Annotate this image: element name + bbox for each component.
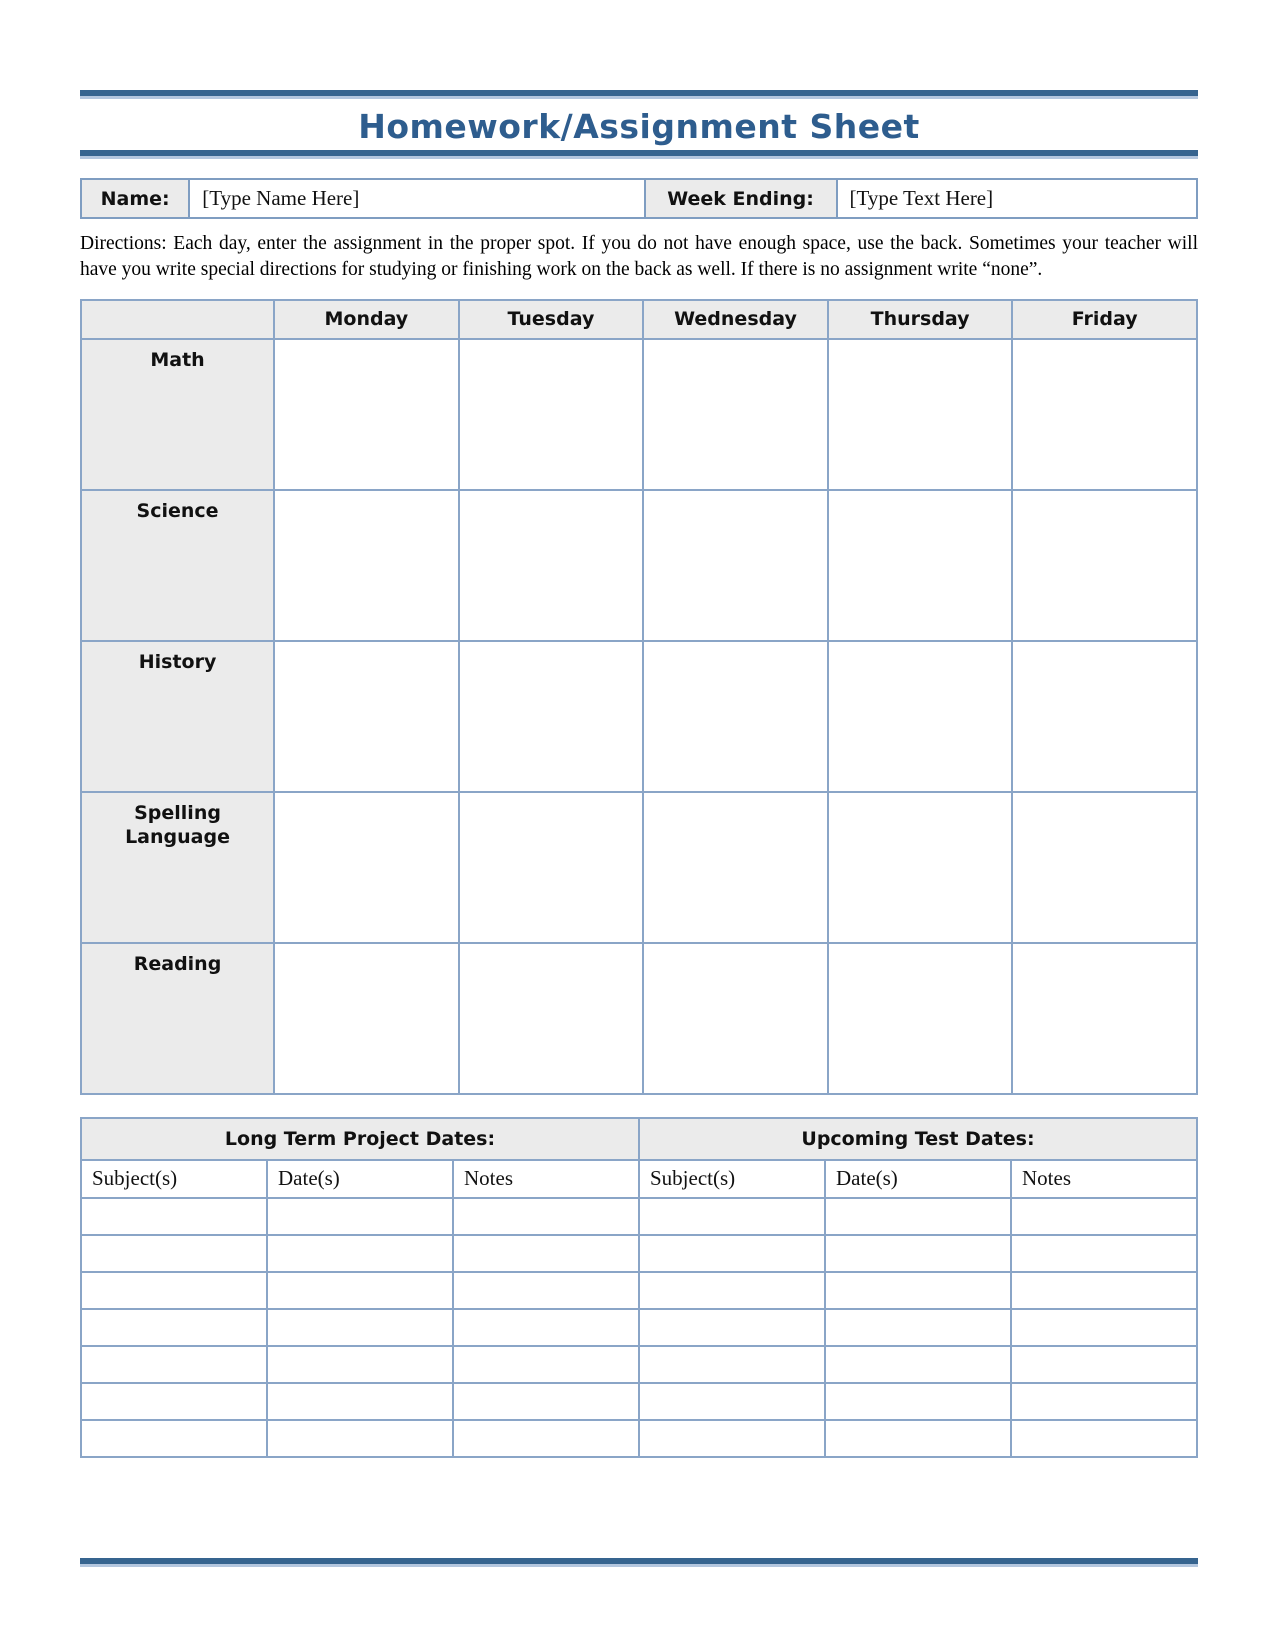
entry-cell[interactable]: [267, 1383, 453, 1420]
entry-cell[interactable]: [825, 1235, 1011, 1272]
entry-cell[interactable]: [825, 1420, 1011, 1457]
entry-row: [81, 1420, 1197, 1457]
entry-cell[interactable]: [81, 1309, 267, 1346]
entry-cell[interactable]: [825, 1198, 1011, 1235]
day-header-wednesday: Wednesday: [643, 300, 828, 339]
entry-cell[interactable]: [267, 1235, 453, 1272]
long-term-projects-header: Long Term Project Dates:: [81, 1118, 639, 1160]
assignment-cell-history-monday[interactable]: [274, 641, 459, 792]
page-title: Homework/Assignment Sheet: [358, 107, 920, 146]
entry-cell[interactable]: [825, 1272, 1011, 1309]
upcoming-tests-header: Upcoming Test Dates:: [639, 1118, 1197, 1160]
name-field[interactable]: [Type Name Here]: [189, 179, 644, 218]
assignment-cell-spelling-wednesday[interactable]: [643, 792, 828, 943]
entry-row: [81, 1272, 1197, 1309]
assignment-cell-reading-wednesday[interactable]: [643, 943, 828, 1094]
day-header-tuesday: Tuesday: [459, 300, 644, 339]
assignment-cell-reading-tuesday[interactable]: [459, 943, 644, 1094]
math-row: [81, 339, 1197, 490]
subject-label-reading: Reading: [81, 943, 274, 1094]
entry-cell[interactable]: [639, 1346, 825, 1383]
entry-cell[interactable]: [1011, 1383, 1197, 1420]
entry-cell[interactable]: [1011, 1309, 1197, 1346]
tests-subject-column-label: Subject(s): [639, 1160, 825, 1198]
science-row: [81, 490, 1197, 641]
entry-cell[interactable]: [1011, 1198, 1197, 1235]
subject-label-spelling-language: Spelling Language: [81, 792, 274, 943]
title-rule-top: [80, 90, 1198, 99]
history-row: [81, 641, 1197, 792]
day-header-friday: Friday: [1012, 300, 1197, 339]
day-header-row: [81, 300, 1197, 339]
entry-cell[interactable]: [825, 1346, 1011, 1383]
assignment-cell-spelling-thursday[interactable]: [828, 792, 1013, 943]
entry-cell[interactable]: [453, 1272, 639, 1309]
spelling-language-row: [81, 792, 1197, 943]
entry-cell[interactable]: [1011, 1346, 1197, 1383]
reading-row: [81, 943, 1197, 1094]
subject-label-science: Science: [81, 490, 274, 641]
day-header-monday: Monday: [274, 300, 459, 339]
entry-cell[interactable]: [81, 1235, 267, 1272]
entry-cell[interactable]: [453, 1198, 639, 1235]
entry-cell[interactable]: [453, 1346, 639, 1383]
entry-cell[interactable]: [825, 1383, 1011, 1420]
projects-notes-column-label: Notes: [453, 1160, 639, 1198]
entry-cell[interactable]: [825, 1309, 1011, 1346]
entry-row: [81, 1309, 1197, 1346]
assignment-cell-math-wednesday[interactable]: [643, 339, 828, 490]
section-header-row: [81, 1118, 1197, 1160]
entry-cell[interactable]: [453, 1309, 639, 1346]
directions-text: Directions: Each day, enter the assignment in the proper spot. If you do not have enough space, use the back. Sometimes your teacher will have you write special directions for studying or finishing work on the back as well. If there is no assignment write “none”.: [80, 233, 1198, 280]
entry-cell[interactable]: [453, 1420, 639, 1457]
assignment-cell-spelling-monday[interactable]: [274, 792, 459, 943]
assignment-cell-science-friday[interactable]: [1012, 490, 1197, 641]
entry-cell[interactable]: [81, 1383, 267, 1420]
assignment-cell-science-thursday[interactable]: [828, 490, 1013, 641]
assignment-cell-science-wednesday[interactable]: [643, 490, 828, 641]
entry-cell[interactable]: [639, 1309, 825, 1346]
assignment-cell-spelling-friday[interactable]: [1012, 792, 1197, 943]
assignment-cell-history-tuesday[interactable]: [459, 641, 644, 792]
title-rule-bottom: [80, 150, 1198, 159]
entry-row: [81, 1198, 1197, 1235]
assignment-cell-spelling-tuesday[interactable]: [459, 792, 644, 943]
entry-cell[interactable]: [267, 1346, 453, 1383]
day-header-thursday: Thursday: [828, 300, 1013, 339]
tests-notes-column-label: Notes: [1011, 1160, 1197, 1198]
entry-row: [81, 1346, 1197, 1383]
week-ending-label: Week Ending:: [645, 179, 837, 218]
projects-date-column-label: Date(s): [267, 1160, 453, 1198]
entry-cell[interactable]: [267, 1420, 453, 1457]
page-footer-rule: [80, 1558, 1198, 1567]
assignment-cell-reading-monday[interactable]: [274, 943, 459, 1094]
weekly-schedule-table: [80, 299, 1198, 1095]
entry-cell[interactable]: [639, 1383, 825, 1420]
entry-cell[interactable]: [81, 1420, 267, 1457]
entry-cell[interactable]: [1011, 1235, 1197, 1272]
name-week-bar: [80, 178, 1198, 219]
projects-subject-column-label: Subject(s): [81, 1160, 267, 1198]
entry-cell[interactable]: [1011, 1420, 1197, 1457]
assignment-cell-math-tuesday[interactable]: [459, 339, 644, 490]
assignment-cell-history-wednesday[interactable]: [643, 641, 828, 792]
entry-cell[interactable]: [1011, 1272, 1197, 1309]
name-label: Name:: [81, 179, 189, 218]
entry-cell[interactable]: [267, 1272, 453, 1309]
assignment-cell-math-friday[interactable]: [1012, 339, 1197, 490]
assignment-cell-reading-thursday[interactable]: [828, 943, 1013, 1094]
entry-cell[interactable]: [81, 1272, 267, 1309]
entry-cell[interactable]: [639, 1235, 825, 1272]
assignment-cell-science-monday[interactable]: [274, 490, 459, 641]
name-week-row: [81, 179, 1197, 218]
assignment-cell-history-thursday[interactable]: [828, 641, 1013, 792]
entry-row: [81, 1383, 1197, 1420]
entry-cell[interactable]: [453, 1235, 639, 1272]
week-ending-field[interactable]: [Type Text Here]: [837, 179, 1197, 218]
entry-cell[interactable]: [639, 1198, 825, 1235]
entry-cell[interactable]: [453, 1383, 639, 1420]
assignment-cell-math-thursday[interactable]: [828, 339, 1013, 490]
entry-cell[interactable]: [639, 1272, 825, 1309]
column-labels-row: [81, 1160, 1197, 1198]
entry-cell[interactable]: [267, 1198, 453, 1235]
projects-tests-table: [80, 1117, 1198, 1458]
subject-label-history: History: [81, 641, 274, 792]
tests-date-column-label: Date(s): [825, 1160, 1011, 1198]
entry-cell[interactable]: [81, 1198, 267, 1235]
entry-cell[interactable]: [81, 1346, 267, 1383]
assignment-cell-math-monday[interactable]: [274, 339, 459, 490]
assignment-cell-reading-friday[interactable]: [1012, 943, 1197, 1094]
assignment-cell-science-tuesday[interactable]: [459, 490, 644, 641]
corner-cell: [81, 300, 274, 339]
entry-cell[interactable]: [639, 1420, 825, 1457]
assignment-cell-history-friday[interactable]: [1012, 641, 1197, 792]
entry-cell[interactable]: [267, 1309, 453, 1346]
entry-row: [81, 1235, 1197, 1272]
subject-label-math: Math: [81, 339, 274, 490]
